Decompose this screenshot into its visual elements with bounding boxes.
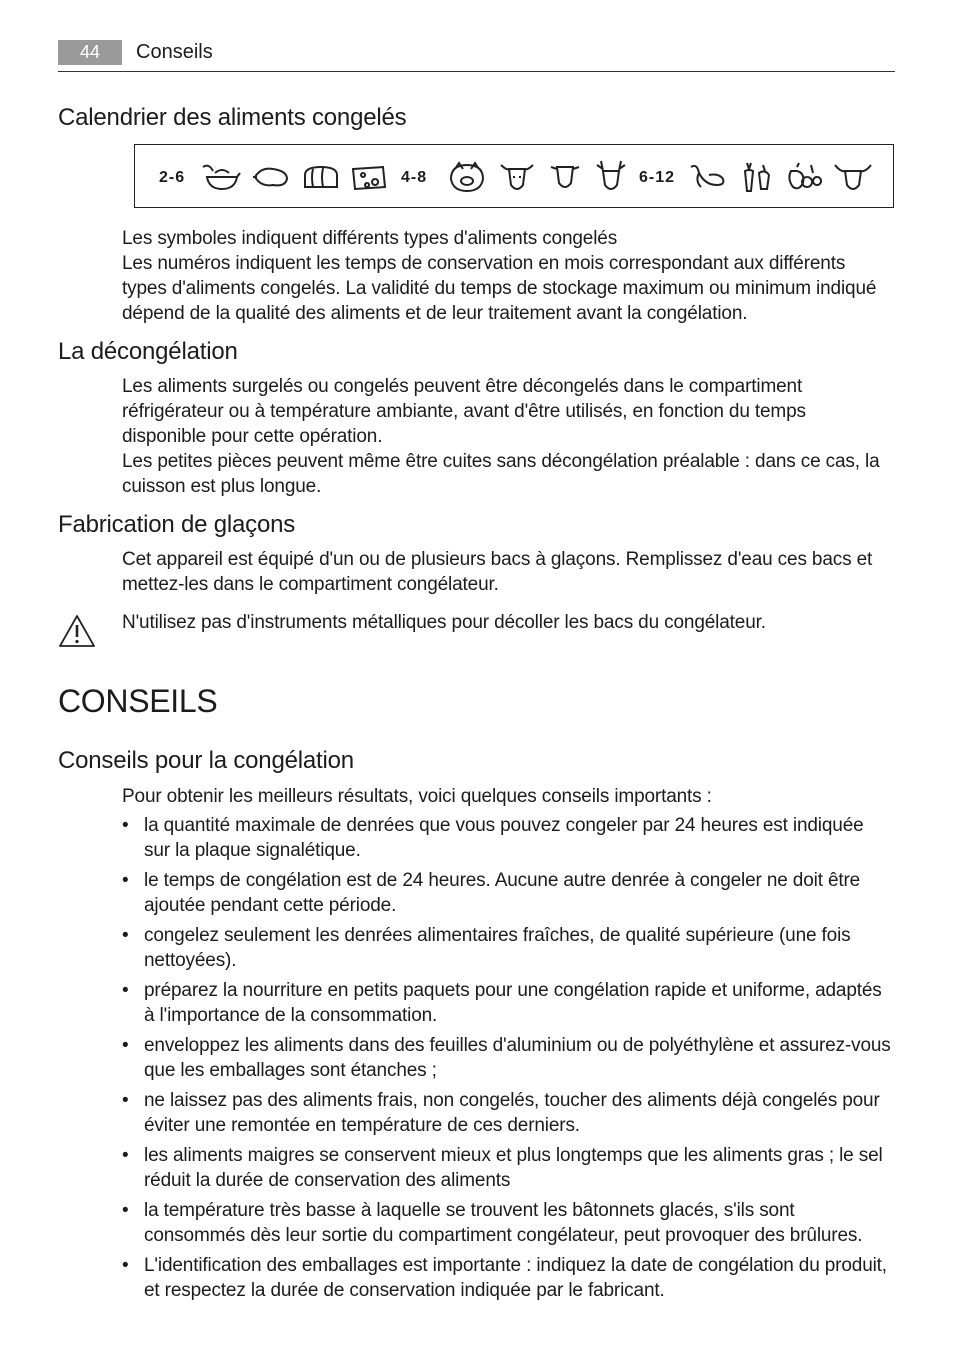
list-item: • ne laissez pas des aliments frais, non congelés, toucher des aliments déjà congelés pour éviter une remontée en température de ces derniers.: [122, 1088, 894, 1138]
thaw-paragraph-2: Les petites pièces peuvent même être cuites sans décongélation préalable : dans ce cas, la cuisson est plus longue.: [122, 451, 880, 497]
bread-icon: [301, 159, 341, 195]
vegetables-icon: [737, 159, 777, 195]
tips-list: [122, 813, 894, 1308]
sausage-icon: [251, 159, 291, 195]
thaw-section: [122, 374, 894, 499]
list-item: • enveloppez les aliments dans des feuilles d'aluminium ou de polyéthylène et assurez-vous que les emballages sont étanches ;: [122, 1033, 894, 1083]
fruit-icon: [783, 159, 823, 195]
pig-icon: [447, 159, 487, 195]
soup-pot-icon: [201, 159, 241, 195]
tips-subheading: Conseils pour la congélation: [58, 747, 354, 774]
cheese-icon: [349, 159, 389, 195]
calendar-paragraph: Les numéros indiquent les temps de conservation en mois correspondant aux différents types d'aliments congelés. La validité du temps de stockage maximum ou minimum indiqué dépend de la qualité des aliments et de leur traitement avant la congélation.: [122, 253, 877, 324]
list-item: • les aliments maigres se conservent mieux et plus longtemps que les aliments gras ; le sel réduit la durée de conservation des aliments: [122, 1143, 894, 1193]
cow-icon: [497, 159, 537, 195]
thaw-heading: La décongélation: [58, 338, 238, 365]
bull-icon: [833, 159, 873, 195]
list-item: • le temps de congélation est de 24 heures. Aucune autre denrée à congeler ne doit être ajoutée pendant cette période.: [122, 868, 894, 918]
deer-icon: [591, 159, 631, 195]
list-item: • la température très basse à laquelle se trouvent les bâtonnets glacés, s'ils sont consommés dès leur sortie du compartiment congélateur, peut provoquer des brûlures.: [122, 1198, 894, 1248]
range-6-12: 6-12: [639, 169, 676, 186]
warning-icon: [58, 614, 96, 648]
poultry-icon: [687, 159, 727, 195]
list-item: • la quantité maximale de denrées que vous pouvez congeler par 24 heures est indiquée sur la plaque signalétique.: [122, 813, 894, 863]
calendar-heading: Calendrier des aliments congelés: [58, 104, 407, 131]
range-4-8: 4-8: [401, 169, 428, 186]
range-2-6: 2-6: [159, 169, 186, 186]
page-header: [58, 40, 895, 72]
list-item: • préparez la nourriture en petits paquets pour une congélation rapide et uniforme, adaptés à l'importance de la consommation.: [122, 978, 894, 1028]
ice-paragraph: Cet appareil est équipé d'un ou de plusieurs bacs à glaçons. Remplissez d'eau ces bacs et mettez-les dans le compartiment congélateur.: [122, 549, 873, 595]
calendar-line-1: Les symboles indiquent différents types d'aliments congelés: [122, 228, 618, 249]
page-number: 44: [58, 40, 122, 65]
list-item: • congelez seulement les denrées alimentaires fraîches, de qualité supérieure (une fois nettoyées).: [122, 923, 894, 973]
thaw-paragraph-1: Les aliments surgelés ou congelés peuvent être décongelés dans le compartiment réfrigérateur ou à température ambiante, avant d'être utilisés, en fonction du temps disponible pour cette opération.: [122, 376, 806, 447]
calf-icon: [545, 159, 585, 195]
frozen-food-calendar: [134, 144, 894, 208]
calendar-description: [122, 226, 894, 326]
ice-heading: Fabrication de glaçons: [58, 511, 296, 538]
header-section-title: Conseils: [136, 41, 213, 63]
tips-chapter-title: CONSEILS: [58, 683, 218, 719]
list-item: • L'identification des emballages est importante : indiquez la date de congélation du produit, et respectez la durée de conservation indiquée par le fabricant.: [122, 1253, 894, 1303]
warning-text: N'utilisez pas d'instruments métalliques pour décoller les bacs du congélateur.: [122, 612, 766, 633]
tips-intro: Pour obtenir les meilleurs résultats, voici quelques conseils importants :: [122, 786, 712, 807]
